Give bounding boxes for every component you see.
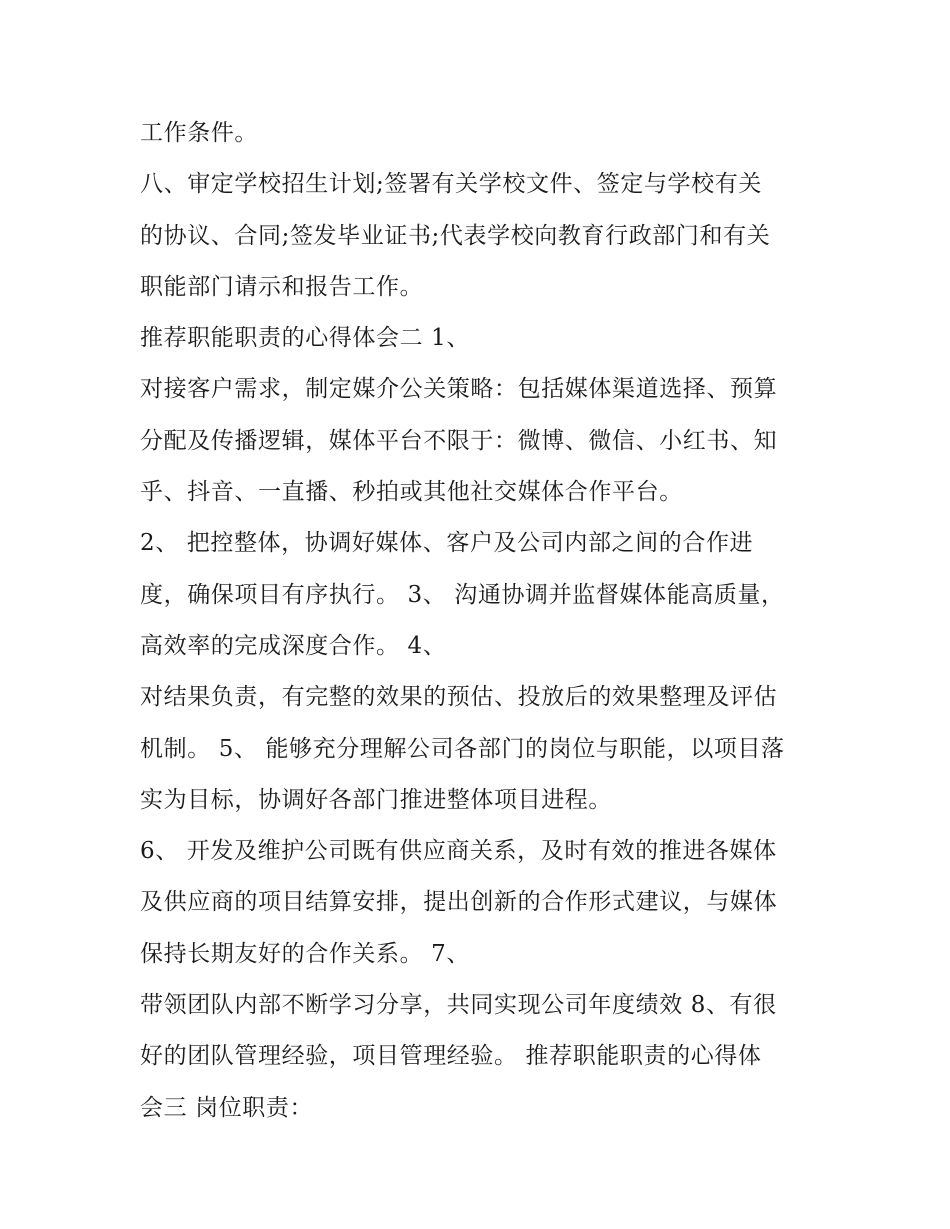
text-line: 职能部门请示和报告工作。 [140,273,424,300]
text-line: 保持长期友好的合作关系。 7、 [140,940,470,967]
text-line: 2、 把控整体，协调好媒体、客户及公司内部之间的合作进 [140,530,754,557]
text-line: 高效率的完成深度合作。 4、 [140,632,447,659]
text-line: 八、审定学校招生计划;签署有关学校文件、签定与学校有关 [140,171,762,198]
text-line: 机制。 5、 能够充分理解公司各部门的岗位与职能，以项目落 [140,735,785,762]
text-line: 度，确保项目有序执行。 3、 沟通协调并监督媒体能高质量， [140,581,785,608]
text-line: 6、 开发及维护公司既有供应商关系，及时有效的推进各媒体 [140,838,777,865]
text-line: 工作条件。 [140,120,258,146]
text-line: 实为目标，协调好各部门推进整体项目进程。 [140,786,612,813]
text-line: 及供应商的项目结算安排，提出创新的合作形式建议，与媒体 [140,889,778,916]
section-heading: 推荐职能职责的心得体会二 1、 [140,325,470,352]
text-line: 分配及传播逻辑，媒体平台不限于：微博、微信、小红书、知 [140,427,778,454]
text-line: 带领团队内部不断学习分享，共同实现公司年度绩效 8、有很 [140,992,777,1019]
document-body [140,108,840,1134]
text-line: 对结果负责，有完整的效果的预估、投放后的效果整理及评估 [140,684,778,711]
text-line: 的协议、合同;签发毕业证书;代表学校向教育行政部门和有关 [140,222,771,249]
text-line: 好的团队管理经验，项目管理经验。 推荐职能职责的心得体 [140,1043,762,1070]
text-line: 对接客户需求，制定媒介公关策略：包括媒体渠道选择、预算 [140,376,778,403]
text-line: 乎、抖音、一直播、秒拍或其他社交媒体合作平台。 [140,479,683,506]
text-line: 会三 岗位职责： [140,1094,314,1121]
